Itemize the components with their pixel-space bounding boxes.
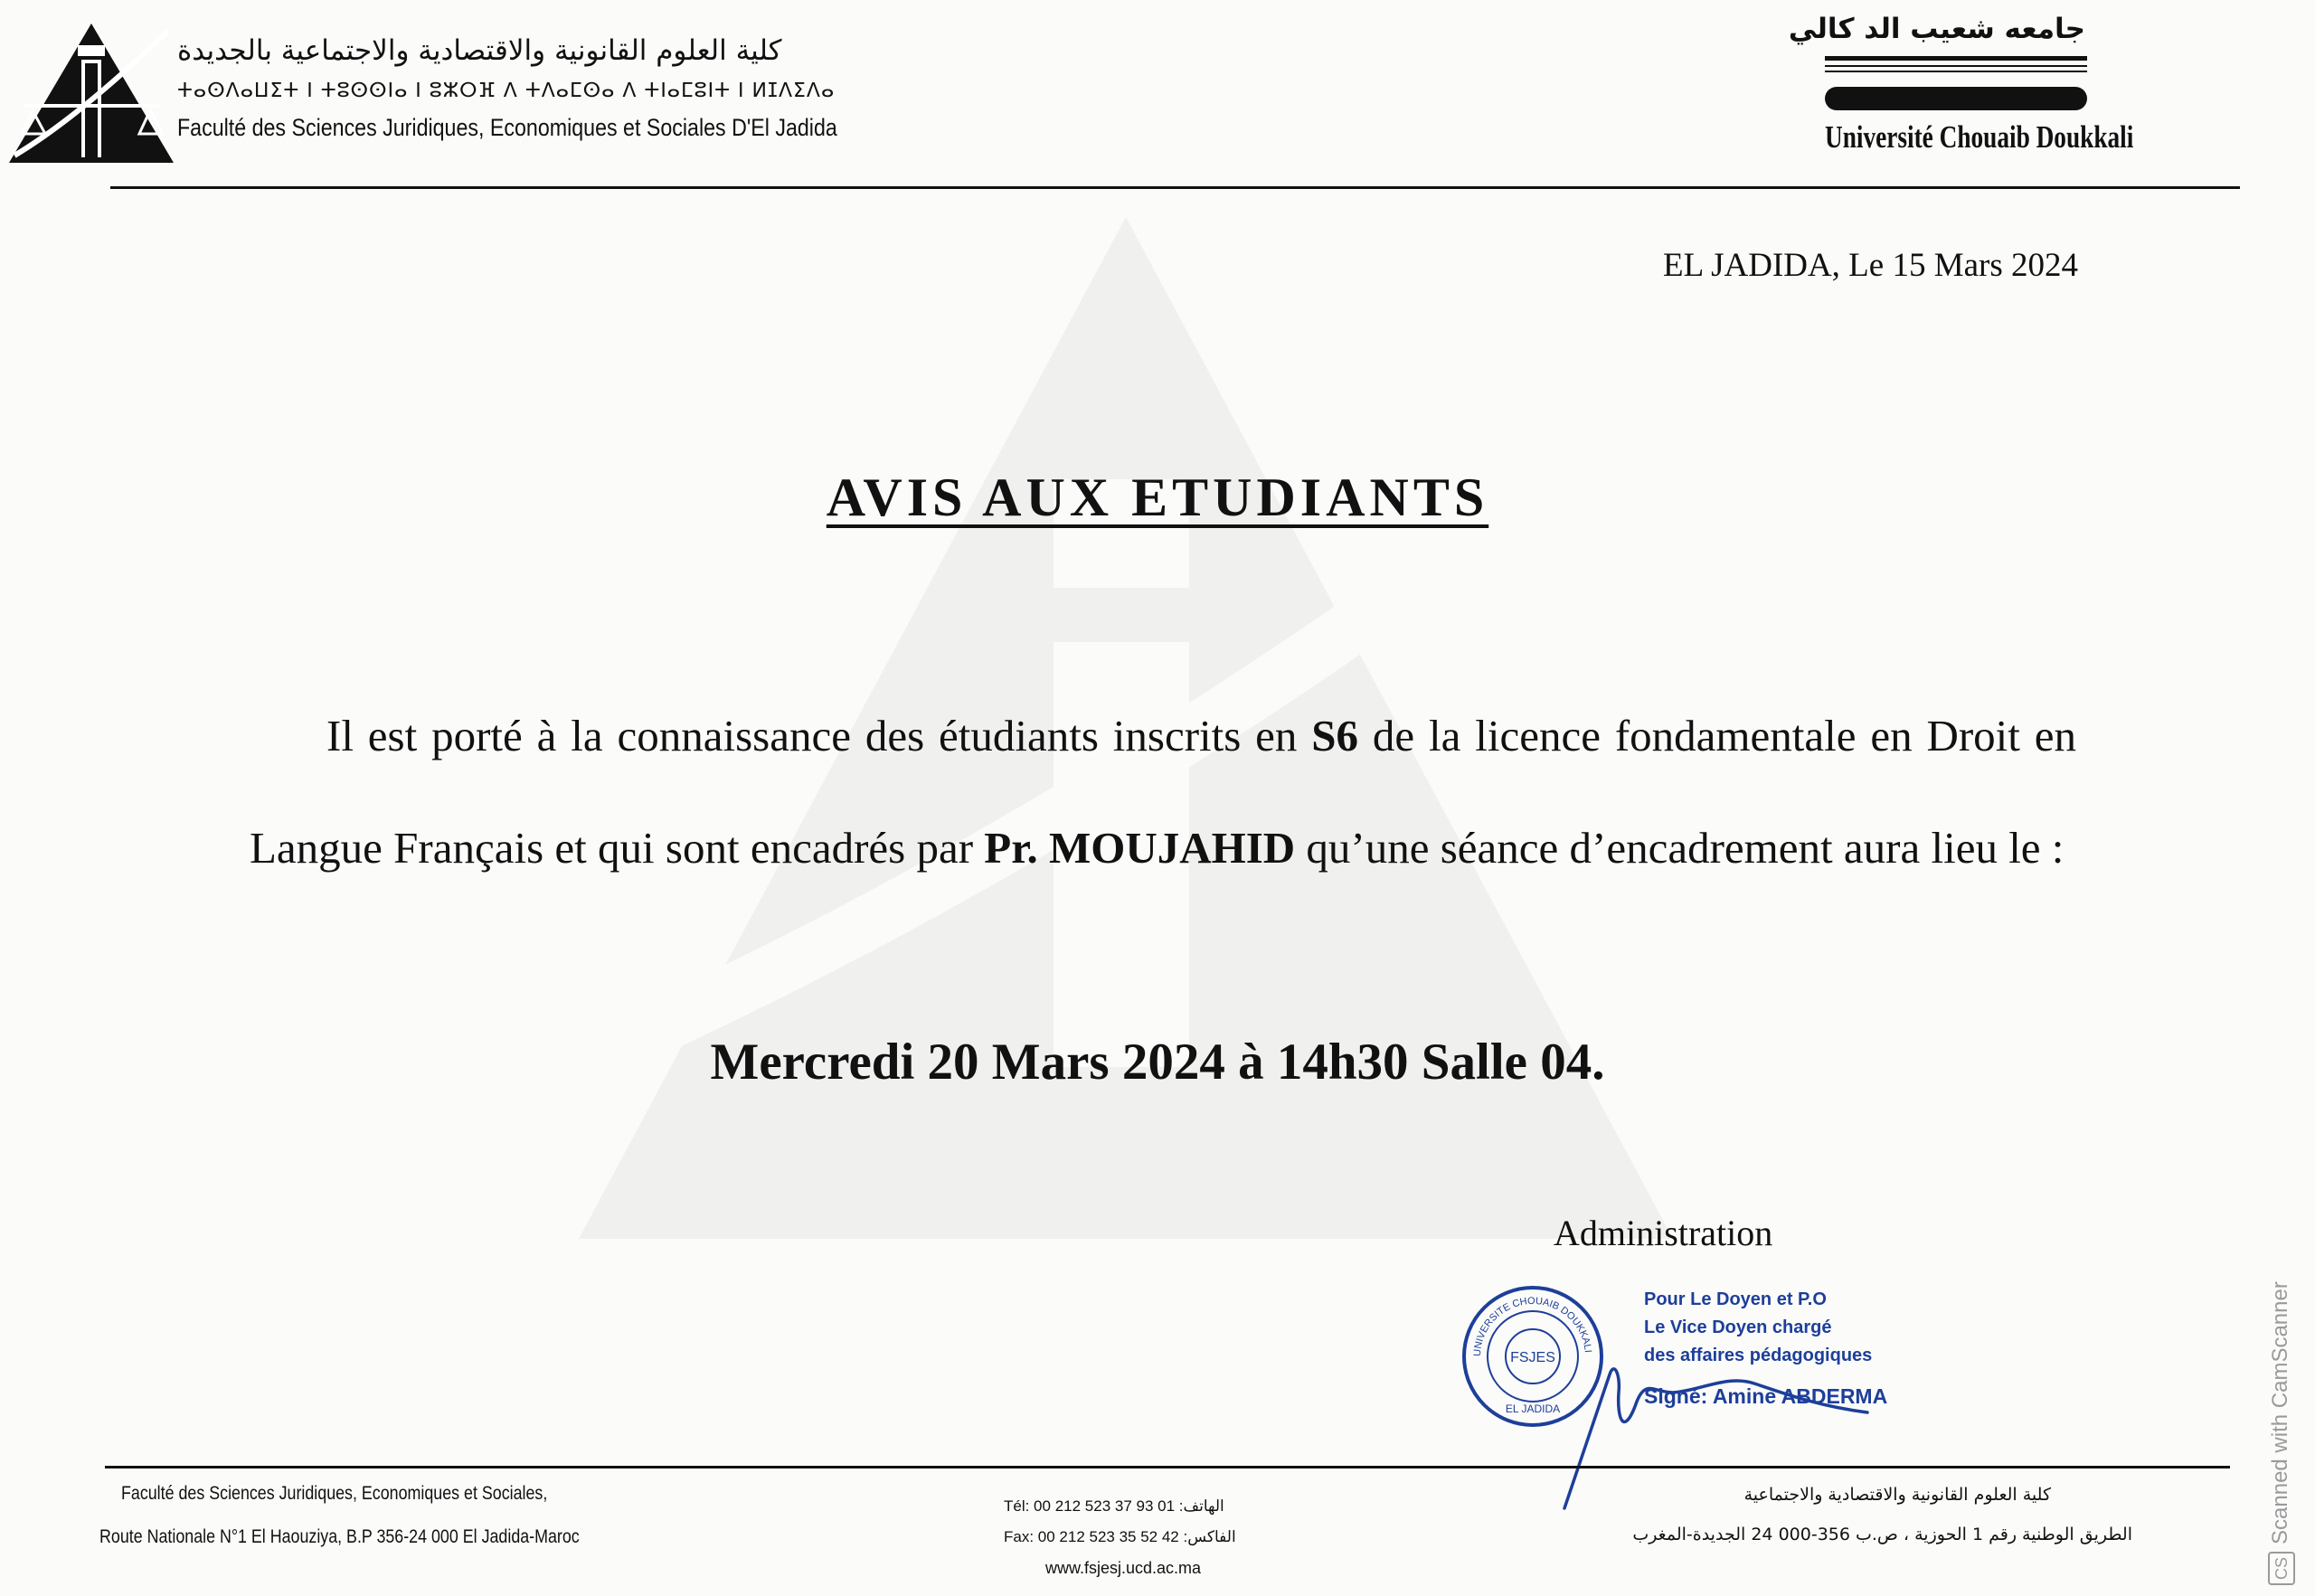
body-part-1: Il est porté à la connaissance des étudiants inscrits en — [326, 711, 1312, 760]
footer-faculty-name: Faculté des Sciences Juridiques, Economiques et Sociales, — [121, 1483, 548, 1504]
meeting-details: Mercredi 20 Mars 2024 à 14h30 Salle 04. — [710, 1034, 1605, 1091]
faculty-logo — [5, 20, 177, 166]
semester-code: S6 — [1311, 711, 1359, 760]
administration-label: Administration — [1554, 1213, 1773, 1253]
university-name-french: Université Chouaib Doukkali — [1825, 119, 2134, 155]
place-date: EL JADIDA, Le 15 Mars 2024 — [1663, 247, 2078, 284]
stamp-center-text: FSJES — [1510, 1350, 1555, 1365]
stamp-arc-text: UNIVERSITE CHOUAIB DOUKKALI — [1471, 1295, 1593, 1357]
footer-address-arabic: الطريق الوطنية رقم 1 الحوزية ، ص.ب 356-000 24 الجديدة-المغرب — [1632, 1525, 2132, 1544]
scanner-text: Scanned with CamScanner — [2268, 1281, 2292, 1544]
faculty-name-french: Faculté des Sciences Juridiques, Economiques et Sociales D'El Jadida — [177, 114, 837, 141]
university-name-arabic: جامعه شعيب الد كالي — [1788, 13, 2085, 45]
faculty-name-tifinagh: ⵜⴰⵙⴷⴰⵡⵉⵜ ⵏ ⵜⵓⵙⵙⵏⴰ ⵏ ⵓⵣⵔⴼ ⴷ ⵜⴷⴰⵎⵙⴰ ⴷ ⵜⵏⴰⵎⵓⵏⵜ ⵏ ⵍⵊⴷⵉⴷⴰ — [177, 80, 836, 102]
footer-phone: Tél: 00 212 523 37 93 01 :الهاتف — [1004, 1497, 1224, 1515]
notice-title — [0, 467, 2315, 529]
body-part-3: qu’une séance d’encadrement aura lieu le : — [1295, 823, 2065, 873]
notice-title-text: AVIS AUX ETUDIANTS — [826, 467, 1489, 527]
footer-website: www.fsjesj.ucd.ac.ma — [1045, 1559, 1202, 1577]
footer-fax: Fax: 00 212 523 35 52 42 :الفاكس — [1004, 1528, 1236, 1545]
footer-divider — [105, 1466, 2230, 1469]
faculty-name-arabic: كلية العلوم القانونية والاقتصادية والاجتماعية بالجديدة — [177, 34, 782, 67]
professor-name: Pr. MOUJAHID — [984, 823, 1296, 873]
footer-address: Route Nationale N°1 El Haouziya, B.P 356-24 000 El Jadida-Maroc — [99, 1526, 580, 1547]
signature-line-2: Le Vice Doyen chargé — [1644, 1317, 1832, 1337]
notice-body — [250, 680, 2076, 904]
stamp-bottom-text: EL JADIDA — [1505, 1402, 1561, 1415]
signature-line-1: Pour Le Doyen et P.O — [1644, 1289, 1827, 1309]
header-divider — [110, 186, 2240, 189]
camscanner-icon: CS — [2268, 1552, 2295, 1585]
footer-faculty-name-arabic: كلية العلوم القانونية والاقتصادية والاجتماعية — [1743, 1485, 2051, 1505]
body-part-2: de la licence fondamentale en Droit en Langue Français et qui sont encadrés par — [250, 711, 2076, 873]
university-logo — [1825, 52, 2087, 116]
scanner-watermark — [2263, 1255, 2302, 1585]
signatory-name: Signé: Amine ABDERMA — [1644, 1384, 1888, 1408]
signature-line-3: des affaires pédagogiques — [1644, 1346, 1873, 1365]
